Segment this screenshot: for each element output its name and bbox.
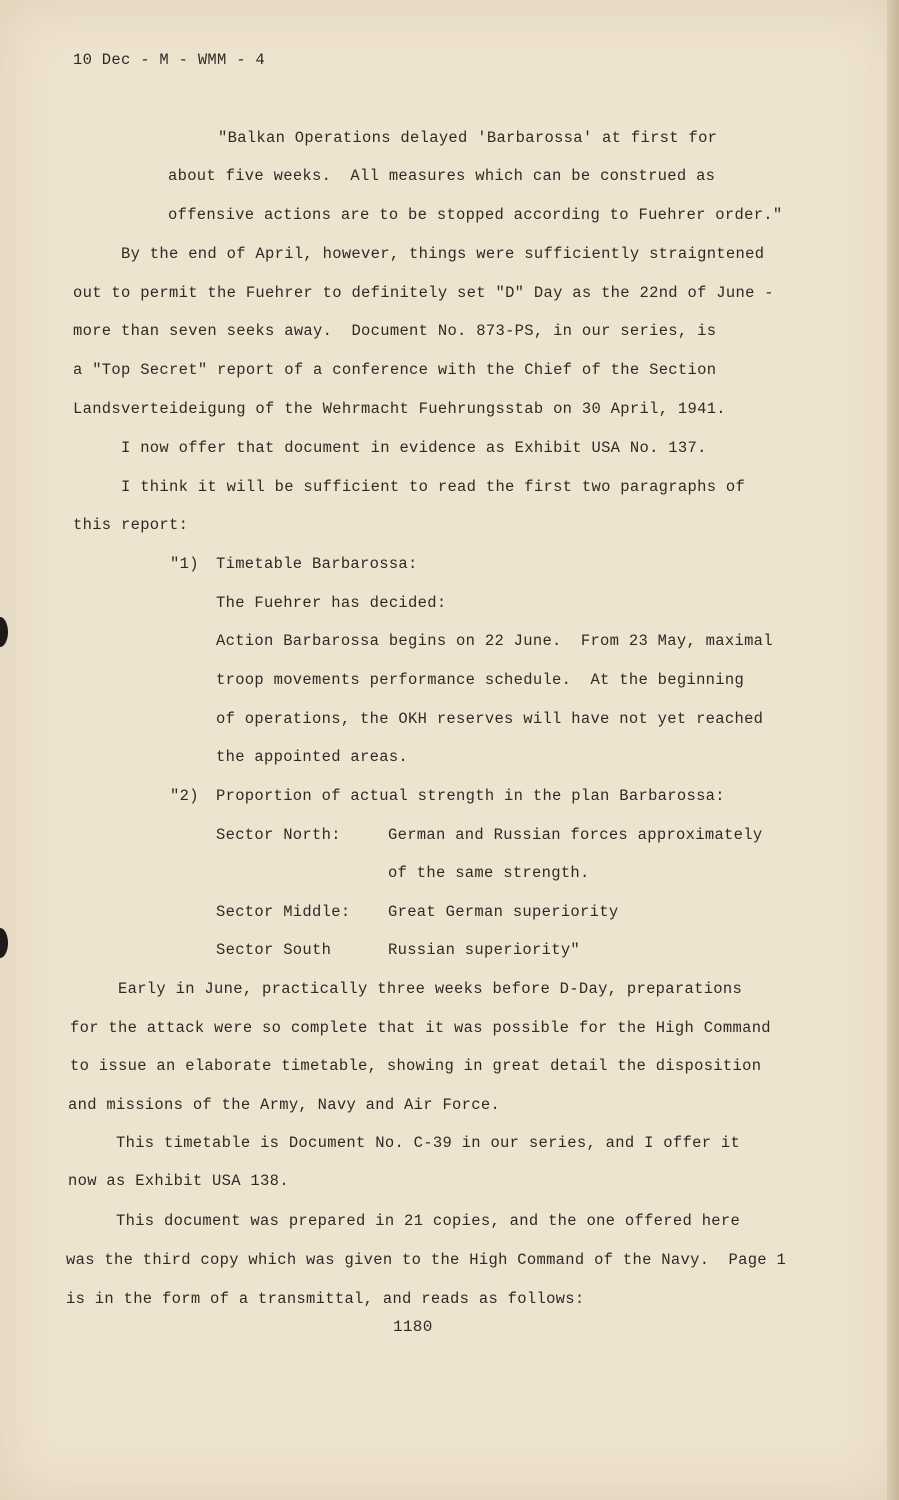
body-line: now as Exhibit USA 138.	[68, 1172, 289, 1190]
sector-text: German and Russian forces approximately	[388, 826, 763, 844]
quote-line: offensive actions are to be stopped according to Fuehrer order."	[168, 206, 783, 224]
body-line: a "Top Secret" report of a conference with the Chief of the Section	[73, 361, 717, 379]
page-edge	[887, 0, 899, 1500]
body-line: out to permit the Fuehrer to definitely set "D" Day as the 22nd of June -	[73, 284, 774, 302]
sector-text: Russian superiority"	[388, 941, 581, 959]
page-number: 1180	[393, 1318, 433, 1336]
body-line: This document was prepared in 21 copies, and the one offered here	[116, 1212, 741, 1230]
body-line: for the attack were so complete that it was possible for the High Command	[70, 1019, 771, 1037]
body-line: This timetable is Document No. C-39 in our series, and I offer it	[116, 1134, 741, 1152]
sector-label: Sector North:	[216, 826, 341, 844]
item-line: Action Barbarossa begins on 22 June. From 23 May, maximal	[216, 632, 773, 650]
body-line: By the end of April, however, things were sufficiently straigntened	[121, 245, 765, 263]
body-line: Landsverteideigung of the Wehrmacht Fuehrungsstab on 30 April, 1941.	[73, 400, 726, 418]
item-line: The Fuehrer has decided:	[216, 594, 447, 612]
body-line: to issue an elaborate timetable, showing in great detail the disposition	[70, 1057, 762, 1075]
item-line: the appointed areas.	[216, 748, 409, 766]
punch-hole-lower	[0, 928, 8, 958]
sector-text: of the same strength.	[388, 864, 590, 882]
sector-label: Sector Middle:	[216, 903, 351, 921]
item-title: Timetable Barbarossa:	[216, 555, 418, 573]
body-line: is in the form of a transmittal, and reads as follows:	[66, 1290, 585, 1308]
quote-line: "Balkan Operations delayed 'Barbarossa' at first for	[218, 129, 718, 147]
body-line: this report:	[73, 516, 189, 534]
body-line: more than seven seeks away. Document No. 873-PS, in our series, is	[73, 322, 717, 340]
sector-text: Great German superiority	[388, 903, 619, 921]
body-line: was the third copy which was given to the High Command of the Navy. Page 1	[66, 1251, 787, 1269]
item-line: troop movements performance schedule. At the beginning	[216, 671, 745, 689]
item-line: of operations, the OKH reserves will have not yet reached	[216, 710, 764, 728]
item-marker: "1)	[170, 555, 199, 573]
body-line: Early in June, practically three weeks before D-Day, preparations	[118, 980, 743, 998]
sector-label: Sector South	[216, 941, 332, 959]
body-line: I now offer that document in evidence as Exhibit USA No. 137.	[121, 439, 707, 457]
item-title: Proportion of actual strength in the plan Barbarossa:	[216, 787, 725, 805]
body-line: and missions of the Army, Navy and Air Force.	[68, 1096, 501, 1114]
punch-hole-upper	[0, 617, 8, 647]
page-header: 10 Dec - M - WMM - 4	[73, 51, 266, 69]
quote-line: about five weeks. All measures which can be construed as	[168, 167, 716, 185]
item-marker: "2)	[170, 787, 199, 805]
body-line: I think it will be sufficient to read the first two paragraphs of	[121, 478, 746, 496]
